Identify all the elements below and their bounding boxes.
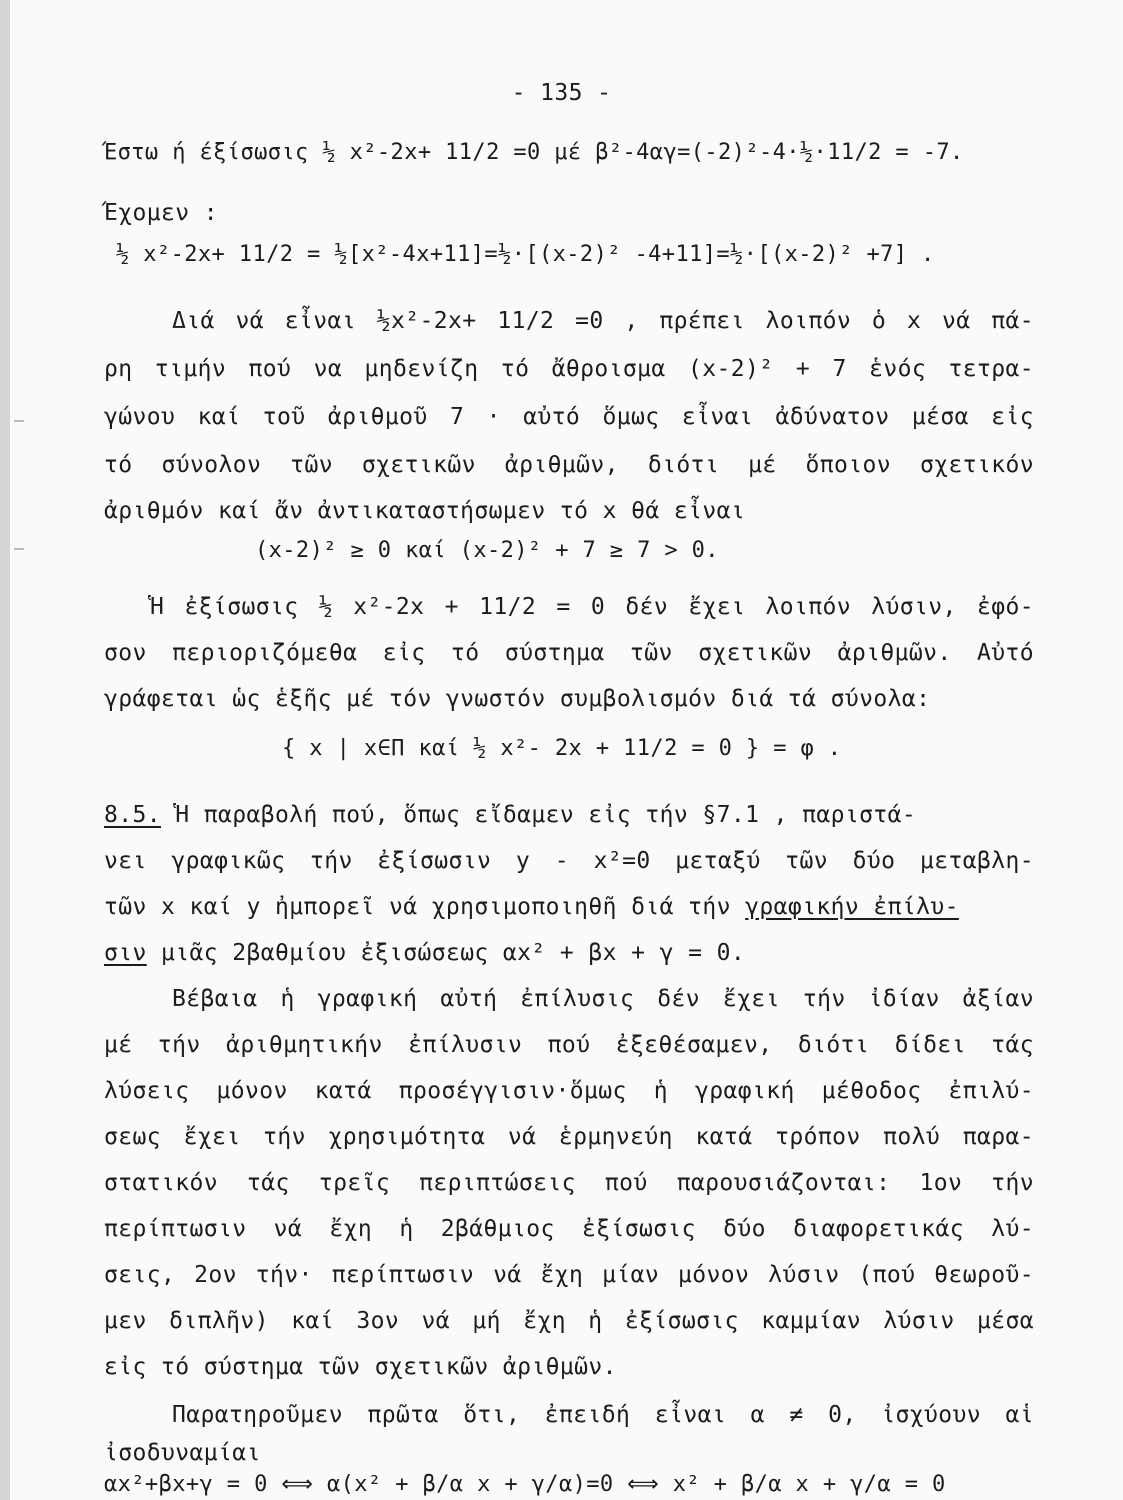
paragraph-line: λύσεις μόνον κατά προσέγγισιν·ὅμως ἡ γραφική μέθοδος ἐπιλύ- <box>104 1078 1034 1104</box>
paragraph-line <box>104 938 1034 968</box>
paragraph-line: περίπτωσιν νά ἔχη ἡ 2βάθμιος ἐξίσωσις δύο διαφορετικάς λύ- <box>104 1216 1034 1242</box>
text-line: Έχομεν : <box>104 200 218 226</box>
page-number: - 135 - <box>511 80 612 106</box>
underlined-term: σιν <box>104 940 147 966</box>
paragraph-line: μέ τήν ἀριθμητικήν ἐπίλυσιν πού ἐξεθέσαμεν, διότι δίδει τάς <box>104 1032 1034 1058</box>
paragraph-line: σον περιοριζόμεθα εἰς τό σύστημα τῶν σχετικῶν ἀριθμῶν. Αὐτό <box>104 640 1034 666</box>
equation-line: ½ x²-2x+ 11/2 = ½[x²-4x+11]=½·[(x-2)² -4+11]=½·[(x-2)² +7] . <box>116 242 935 267</box>
paragraph-line: Ἡ ἐξίσωσις ½ x²-2x + 11/2 = 0 δέν ἔχει λοιπόν λύσιν, ἐφό- <box>150 594 1034 620</box>
paragraph-line: νει γραφικῶς τήν ἐξίσωσιν y - x²=0 μεταξύ τῶν δύο μεταβλη- <box>104 848 1034 874</box>
paragraph-line: εἰς τό σύστημα τῶν σχετικῶν ἀριθμῶν. <box>104 1354 617 1380</box>
equation-line: Έστω ή έξίσωσις ½ x²-2x+ 11/2 =0 μέ β²-4αγ=(-2)²-4·½·11/2 = -7. <box>104 140 964 165</box>
underlined-term: γραφικήν ἐπίλυ- <box>745 894 959 920</box>
paragraph-text: μιᾶς 2βαθμίου ἐξισώσεως αx² + βx + γ = 0. <box>146 940 746 966</box>
equation-line: (x-2)² ≥ 0 καί (x-2)² + 7 ≥ 7 > 0. <box>255 538 719 563</box>
section-8-5-line <box>104 800 1034 830</box>
paragraph-line: ἀριθμόν καί ἄν ἀντικαταστήσωμεν τό x θά εἶναι <box>104 498 746 524</box>
paragraph-line <box>104 892 1034 922</box>
section-label: 8.5. <box>104 802 161 828</box>
binding-mark <box>14 548 24 550</box>
paragraph-line: Διά νά εἶναι ½x²-2x+ 11/2 =0 , πρέπει λοιπόν ὁ x νά πά- <box>172 308 1034 334</box>
page-left-edge <box>0 0 10 1500</box>
equivalence-equation: αx²+βx+γ = 0 ⟺ α(x² + β/α x + γ/α)=0 ⟺ x² + β/α x + γ/α = 0 <box>104 1472 946 1497</box>
paragraph-line: στατικόν τάς τρεῖς περιπτώσεις πού παρουσιάζονται: 1ον τήν <box>104 1170 1034 1196</box>
paragraph-line: ἰσοδυναμίαι <box>104 1440 261 1466</box>
paragraph-line: ρη τιμήν πού να μηδενίζη τό ἄθροισμα (x-2)² + 7 ἑνός τετρα- <box>104 356 1034 382</box>
paragraph-line: Βέβαια ἡ γραφική αὐτή ἐπίλυσις δέν ἔχει τήν ἰδίαν ἀξίαν <box>172 986 1034 1012</box>
paragraph-line: σεις, 2ον τήν· περίπτωσιν νά ἔχη μίαν μόνον λύσιν (πού θεωροῦ- <box>104 1262 1034 1288</box>
paragraph-line: γώνου καί τοῦ ἀριθμοῦ 7 · αὐτό ὅμως εἶναι ἀδύνατον μέσα εἰς <box>104 404 1034 430</box>
paragraph-line: τό σύνολον τῶν σχετικῶν ἀριθμῶν, διότι μέ ὅποιον σχετικόν <box>104 452 1034 478</box>
paragraph-line: Παρατηροῦμεν πρῶτα ὅτι, ἐπειδή εἶναι α ≠ 0, ἰσχύουν αἱ <box>172 1402 1034 1428</box>
paragraph-line: μεν διπλῆν) καί 3ον νά μή ἔχη ἡ ἐξίσωσις καμμίαν λύσιν μέσα <box>104 1308 1034 1334</box>
set-notation-equation: { x | x∈Π καί ½ x²- 2x + 11/2 = 0 } = φ . <box>282 736 842 761</box>
paragraph-line: γράφεται ὡς ἑξῆς μέ τόν γνωστόν συμβολισμόν διά τά σύνολα: <box>104 686 931 712</box>
paragraph-text: τῶν x καί y ἠμπορεῖ νά χρησιμοποιηθῆ διά τήν <box>104 894 731 920</box>
binding-mark <box>14 420 24 422</box>
paragraph-line: σεως ἔχει τήν χρησιμότητα νά ἑρμηνεύη κατά τρόπον πολύ παρα- <box>104 1124 1034 1150</box>
section-text: Ἡ παραβολή πού, ὅπως εἴδαμεν εἰς τήν §7.1 , παριστά- <box>175 802 917 828</box>
